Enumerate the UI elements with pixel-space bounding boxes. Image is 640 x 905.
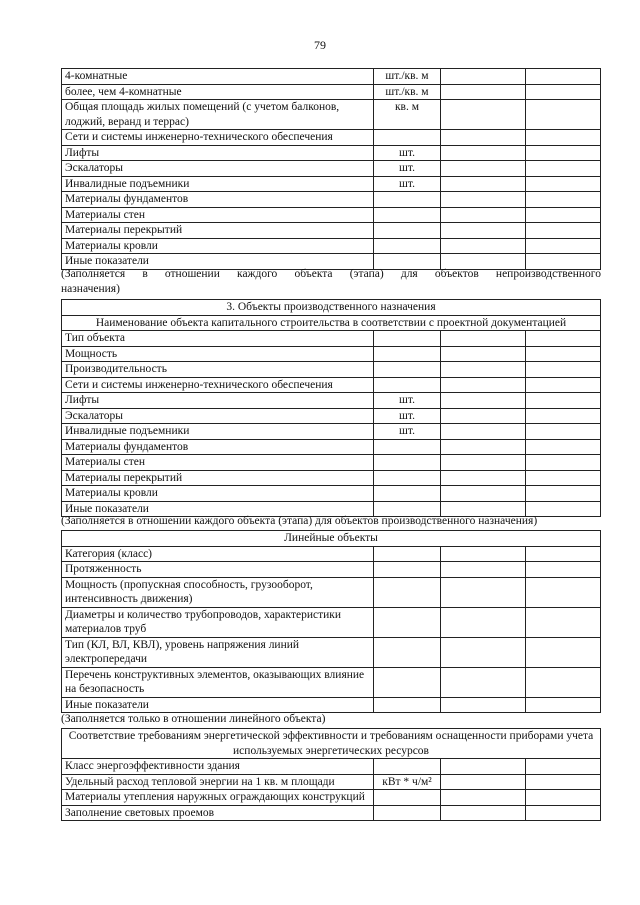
value-cell[interactable] — [441, 697, 526, 713]
production-row — [62, 455, 601, 471]
production-row — [62, 439, 601, 455]
value-cell[interactable] — [526, 393, 601, 409]
value-cell[interactable] — [441, 362, 526, 378]
value-cell[interactable] — [441, 192, 526, 208]
value-cell[interactable] — [441, 486, 526, 502]
unit-cell — [374, 805, 441, 821]
row-label: Лифты — [62, 145, 374, 161]
energy-title: Соответствие требованиям энергетической эффективности и требованиям оснащенности приборами учета используемых энергетических ресурсов — [62, 729, 601, 759]
production-title: 3. Объекты производственного назначения — [62, 300, 601, 316]
linear-table — [61, 530, 601, 713]
linear-row — [62, 637, 601, 667]
row-label: Материалы фундаментов — [62, 439, 374, 455]
linear-row — [62, 546, 601, 562]
row-label: Материалы утепления наружных ограждающих конструкций — [62, 790, 374, 806]
production-row — [62, 331, 601, 347]
value-cell[interactable] — [526, 577, 601, 607]
unit-cell: шт. — [374, 176, 441, 192]
value-cell[interactable] — [441, 424, 526, 440]
value-cell[interactable] — [441, 161, 526, 177]
unit-cell — [374, 697, 441, 713]
value-cell[interactable] — [526, 562, 601, 578]
unit-cell — [374, 362, 441, 378]
value-cell[interactable] — [526, 470, 601, 486]
unit-cell — [374, 238, 441, 254]
unit-cell — [374, 759, 441, 775]
value-cell[interactable] — [526, 377, 601, 393]
value-cell[interactable] — [526, 84, 601, 100]
row-label: Материалы кровли — [62, 486, 374, 502]
unit-cell — [374, 637, 441, 667]
value-cell[interactable] — [526, 176, 601, 192]
production-row — [62, 486, 601, 502]
production-row — [62, 470, 601, 486]
residential-row — [62, 100, 601, 130]
row-label: Перечень конструктивных элементов, оказывающих влияние на безопасность — [62, 667, 374, 697]
value-cell[interactable] — [441, 176, 526, 192]
residential-row — [62, 192, 601, 208]
value-cell[interactable] — [441, 393, 526, 409]
unit-cell — [374, 331, 441, 347]
value-cell[interactable] — [526, 455, 601, 471]
linear-row — [62, 667, 601, 697]
energy-row — [62, 790, 601, 806]
production-row — [62, 346, 601, 362]
value-cell[interactable] — [526, 161, 601, 177]
value-cell[interactable] — [526, 346, 601, 362]
unit-cell — [374, 223, 441, 239]
row-label: 4-комнатные — [62, 69, 374, 85]
linear-row — [62, 562, 601, 578]
note-non-production: (Заполняется в отношении каждого объекта (этапа) для объектов непроизводственного назначения) — [61, 268, 601, 295]
value-cell[interactable] — [441, 546, 526, 562]
energy-row — [62, 759, 601, 775]
value-cell[interactable] — [441, 207, 526, 223]
value-cell[interactable] — [526, 774, 601, 790]
value-cell[interactable] — [441, 223, 526, 239]
energy-row — [62, 774, 601, 790]
unit-cell — [374, 546, 441, 562]
row-label: Эскалаторы — [62, 161, 374, 177]
residential-row — [62, 69, 601, 85]
unit-cell — [374, 377, 441, 393]
row-label: Материалы кровли — [62, 238, 374, 254]
value-cell[interactable] — [526, 100, 601, 130]
unit-cell — [374, 130, 441, 146]
row-label: Производительность — [62, 362, 374, 378]
value-cell[interactable] — [441, 607, 526, 637]
residential-row — [62, 145, 601, 161]
row-label: Сети и системы инженерно-технического обеспечения — [62, 130, 374, 146]
value-cell[interactable] — [526, 667, 601, 697]
row-label: Инвалидные подъемники — [62, 176, 374, 192]
unit-cell — [374, 486, 441, 502]
value-cell[interactable] — [441, 331, 526, 347]
energy-table — [61, 728, 601, 821]
energy-row — [62, 805, 601, 821]
row-label: Иные показатели — [62, 697, 374, 713]
residential-table — [61, 68, 601, 270]
value-cell[interactable] — [526, 331, 601, 347]
value-cell[interactable] — [441, 145, 526, 161]
value-cell[interactable] — [526, 424, 601, 440]
row-label: Удельный расход тепловой энергии на 1 кв. м площади — [62, 774, 374, 790]
value-cell[interactable] — [441, 759, 526, 775]
unit-cell: кВт * ч/м² — [374, 774, 441, 790]
row-label: Иные показатели — [62, 254, 374, 270]
row-label: Категория (класс) — [62, 546, 374, 562]
residential-row — [62, 130, 601, 146]
linear-row — [62, 607, 601, 637]
value-cell[interactable] — [441, 790, 526, 806]
unit-cell: шт. — [374, 161, 441, 177]
production-row — [62, 424, 601, 440]
value-cell[interactable] — [441, 667, 526, 697]
row-label: Мощность (пропускная способность, грузооборот, интенсивность движения) — [62, 577, 374, 607]
unit-cell — [374, 667, 441, 697]
value-cell[interactable] — [441, 130, 526, 146]
unit-cell: шт. — [374, 145, 441, 161]
value-cell[interactable] — [441, 84, 526, 100]
value-cell[interactable] — [441, 562, 526, 578]
unit-cell — [374, 439, 441, 455]
row-label: Тип (КЛ, ВЛ, КВЛ), уровень напряжения линий электропередачи — [62, 637, 374, 667]
unit-cell — [374, 207, 441, 223]
note-production: (Заполняется в отношении каждого объекта (этапа) для объектов производственного назначения) — [61, 515, 538, 527]
residential-row — [62, 84, 601, 100]
row-label: Материалы стен — [62, 207, 374, 223]
production-subtitle: Наименование объекта капитального строительства в соответствии с проектной документацией — [62, 315, 601, 331]
value-cell[interactable] — [441, 69, 526, 85]
residential-row — [62, 238, 601, 254]
value-cell[interactable] — [526, 607, 601, 637]
unit-cell — [374, 192, 441, 208]
value-cell[interactable] — [526, 697, 601, 713]
value-cell[interactable] — [441, 637, 526, 667]
row-label: Лифты — [62, 393, 374, 409]
linear-row — [62, 697, 601, 713]
value-cell[interactable] — [526, 145, 601, 161]
unit-cell — [374, 577, 441, 607]
row-label: Протяженность — [62, 562, 374, 578]
value-cell[interactable] — [526, 223, 601, 239]
row-label: Сети и системы инженерно-технического обеспечения — [62, 377, 374, 393]
row-label: Общая площадь жилых помещений (с учетом балконов, лоджий, веранд и террас) — [62, 100, 374, 130]
row-label: Материалы перекрытий — [62, 470, 374, 486]
unit-cell: шт. — [374, 424, 441, 440]
value-cell[interactable] — [526, 790, 601, 806]
value-cell[interactable] — [441, 346, 526, 362]
value-cell[interactable] — [441, 774, 526, 790]
linear-title: Линейные объекты — [62, 531, 601, 547]
value-cell[interactable] — [441, 577, 526, 607]
page-number: 79 — [314, 38, 326, 52]
value-cell[interactable] — [441, 238, 526, 254]
residential-row — [62, 223, 601, 239]
row-label: Эскалаторы — [62, 408, 374, 424]
residential-row — [62, 207, 601, 223]
value-cell[interactable] — [526, 362, 601, 378]
value-cell[interactable] — [441, 805, 526, 821]
value-cell[interactable] — [526, 408, 601, 424]
value-cell[interactable] — [441, 100, 526, 130]
value-cell[interactable] — [526, 130, 601, 146]
value-cell[interactable] — [441, 377, 526, 393]
linear-row — [62, 577, 601, 607]
unit-cell — [374, 470, 441, 486]
row-label: Класс энергоэффективности здания — [62, 759, 374, 775]
value-cell[interactable] — [526, 238, 601, 254]
production-row — [62, 362, 601, 378]
unit-cell: шт. — [374, 408, 441, 424]
unit-cell — [374, 607, 441, 637]
unit-cell: шт. — [374, 393, 441, 409]
value-cell[interactable] — [526, 192, 601, 208]
production-row — [62, 393, 601, 409]
production-table — [61, 299, 601, 517]
row-label: Инвалидные подъемники — [62, 424, 374, 440]
row-label: Мощность — [62, 346, 374, 362]
production-row — [62, 408, 601, 424]
row-label: Диаметры и количество трубопроводов, характеристики материалов труб — [62, 607, 374, 637]
unit-cell — [374, 346, 441, 362]
value-cell[interactable] — [441, 439, 526, 455]
value-cell[interactable] — [526, 207, 601, 223]
unit-cell: кв. м — [374, 100, 441, 130]
value-cell[interactable] — [441, 408, 526, 424]
unit-cell — [374, 562, 441, 578]
unit-cell: шт./кв. м — [374, 84, 441, 100]
value-cell[interactable] — [441, 470, 526, 486]
row-label: Иные показатели — [62, 501, 374, 517]
row-label: более, чем 4-комнатные — [62, 84, 374, 100]
value-cell[interactable] — [526, 69, 601, 85]
row-label: Заполнение световых проемов — [62, 805, 374, 821]
unit-cell — [374, 455, 441, 471]
unit-cell: шт./кв. м — [374, 69, 441, 85]
value-cell[interactable] — [526, 759, 601, 775]
value-cell[interactable] — [526, 805, 601, 821]
row-label: Материалы стен — [62, 455, 374, 471]
value-cell[interactable] — [441, 455, 526, 471]
value-cell[interactable] — [526, 637, 601, 667]
row-label: Материалы перекрытий — [62, 223, 374, 239]
row-label: Тип объекта — [62, 331, 374, 347]
unit-cell — [374, 790, 441, 806]
production-row — [62, 377, 601, 393]
value-cell[interactable] — [526, 546, 601, 562]
value-cell[interactable] — [526, 439, 601, 455]
value-cell[interactable] — [526, 486, 601, 502]
residential-row — [62, 161, 601, 177]
note-linear: (Заполняется только в отношении линейного объекта) — [61, 713, 326, 725]
residential-row — [62, 176, 601, 192]
row-label: Материалы фундаментов — [62, 192, 374, 208]
